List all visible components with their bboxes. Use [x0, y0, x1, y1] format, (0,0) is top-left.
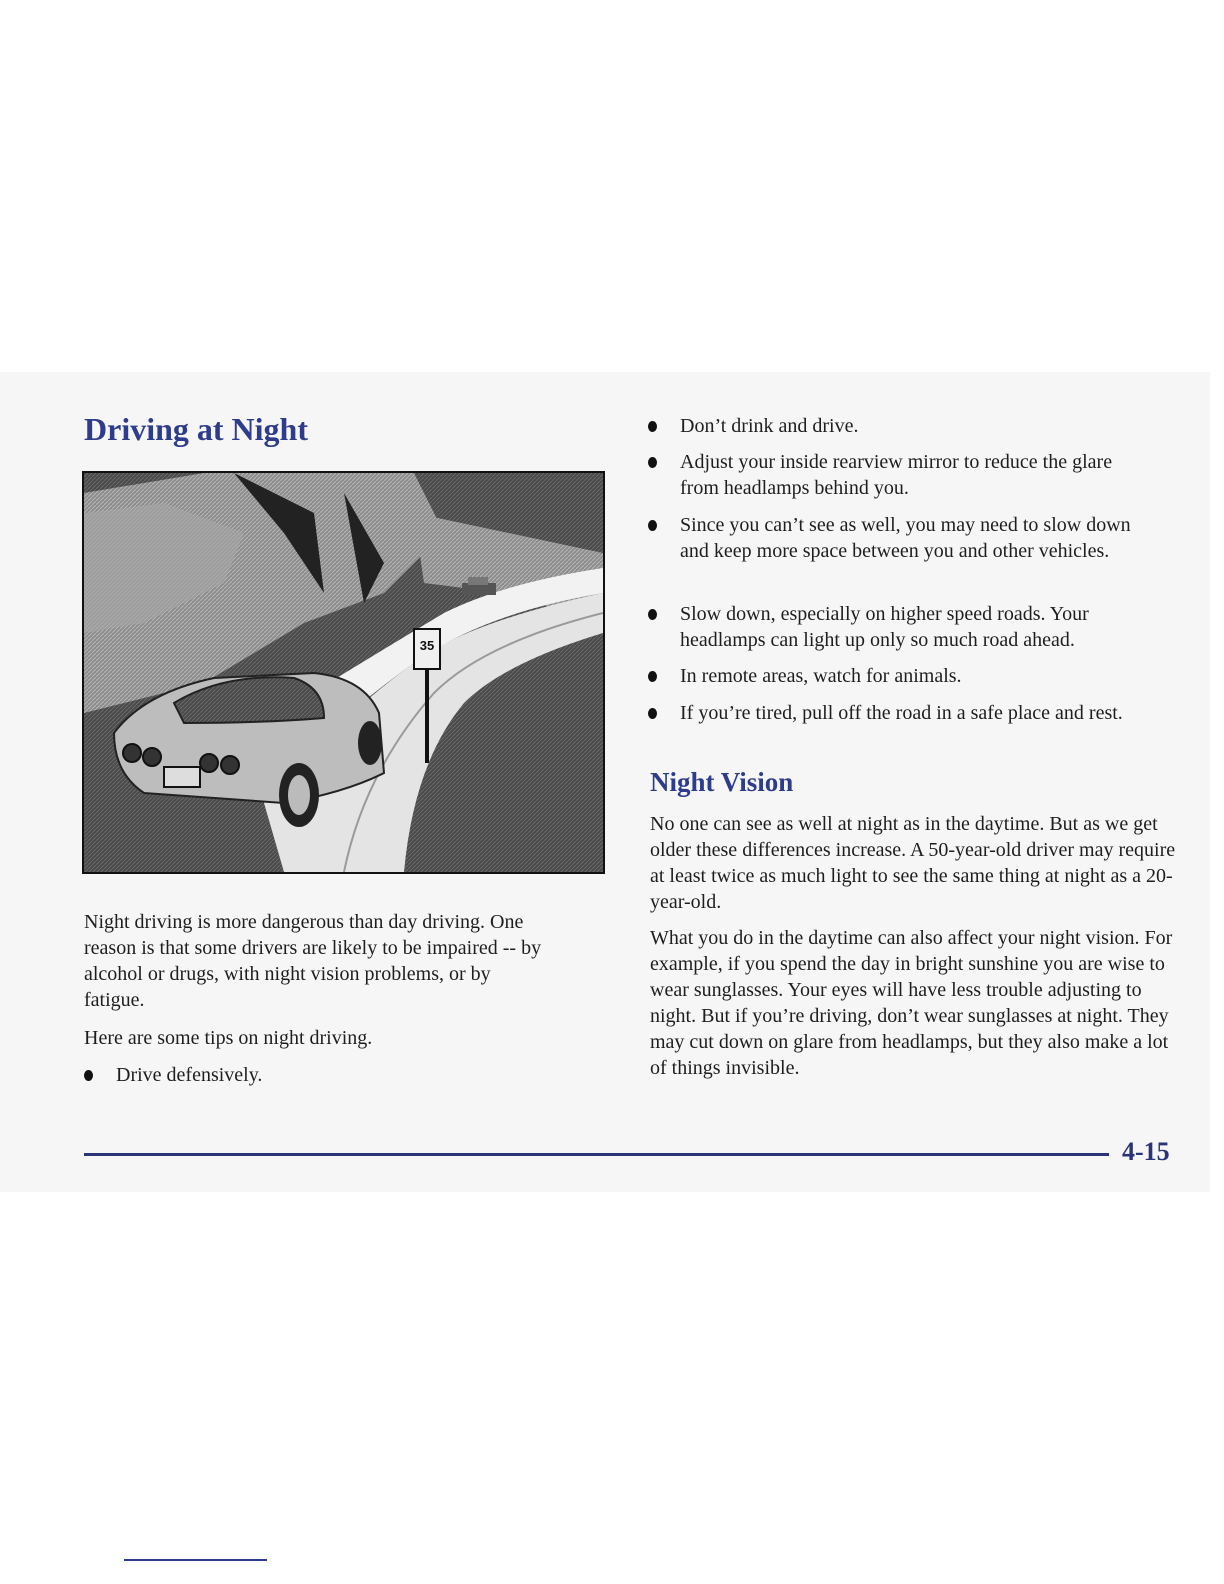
list-item: Since you can’t see as well, you may need to slow down and keep more space between you and other vehicles. [648, 512, 1150, 564]
tips-intro: Here are some tips on night driving. [84, 1027, 373, 1049]
bullet-icon [648, 421, 657, 432]
list-item: In remote areas, watch for animals. [648, 663, 1150, 689]
bullet-icon [648, 457, 657, 468]
footer-mark [124, 1559, 267, 1561]
bullet-icon [648, 671, 657, 682]
list-item: Slow down, especially on higher speed roads. Your headlamps can light up only so much road ahead. [648, 601, 1150, 653]
page-number: 4-15 [1122, 1137, 1170, 1166]
list-item: Adjust your inside rearview mirror to reduce the glare from headlamps behind you. [648, 449, 1150, 501]
bullet-icon [648, 609, 657, 620]
section-subtitle: Night Vision [650, 767, 794, 797]
bullet-icon [648, 520, 657, 531]
night-vision-paragraph-1: No one can see as well at night as in the daytime. But as we get older these differences increase. A 50-year-old driver may require at least twice as much light to see the same thing at night as a 20-year-old. [650, 813, 1176, 913]
bullet-icon [84, 1070, 93, 1081]
intro-paragraph: Night driving is more dangerous than day driving. One reason is that some drivers are likely to be impaired -- by alcohol or drugs, with night vision problems, or by fatigue. [84, 911, 542, 1011]
footer-rule [84, 1153, 1109, 1156]
speed-sign-text: 35 [419, 638, 435, 653]
page-title: Driving at Night [84, 411, 308, 447]
list-item: If you’re tired, pull off the road in a safe place and rest. [648, 700, 1150, 726]
night-road-car-icon [84, 473, 603, 872]
list-item: Drive defensively. [84, 1062, 262, 1088]
night-vision-paragraph-2: What you do in the daytime can also affect your night vision. For example, if you spend the day in bright sunshine you are wise to wear sunglasses. Your eyes will have less trouble adjusting to night. But if you’re driving, don’t wear sunglasses at night. They may cut down on glare from headlamps, but they also make a lot of things invisible. [650, 927, 1173, 1079]
list-item: Don’t drink and drive. [648, 413, 1150, 439]
night-driving-illustration [82, 471, 605, 874]
bullet-icon [648, 708, 657, 719]
